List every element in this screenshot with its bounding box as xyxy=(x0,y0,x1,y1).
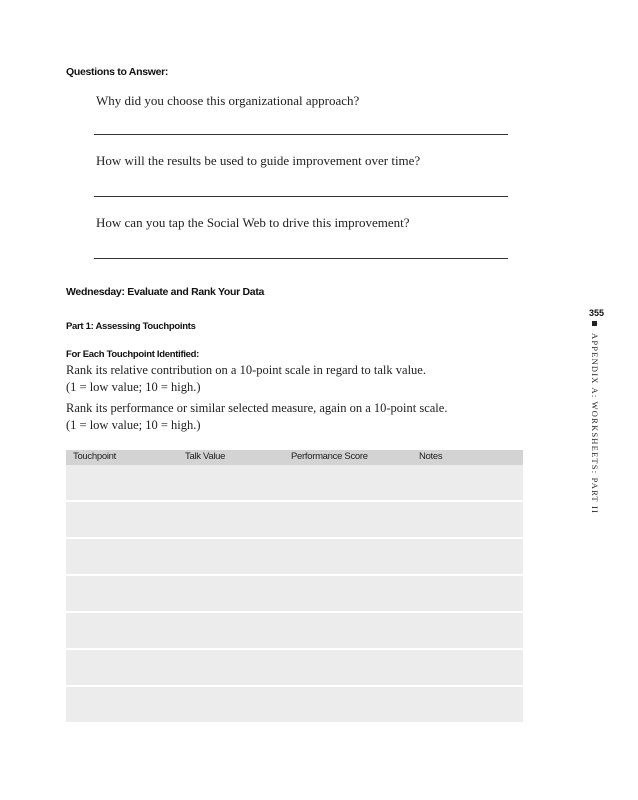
day-heading: Wednesday: Evaluate and Rank Your Data xyxy=(66,286,265,298)
each-touchpoint-heading: For Each Touchpoint Identified: xyxy=(66,349,200,360)
table-row[interactable] xyxy=(66,539,523,574)
column-header-performance-score: Performance Score xyxy=(291,451,368,462)
touchpoint-table xyxy=(66,450,523,722)
column-header-talk-value: Talk Value xyxy=(185,451,226,462)
question-1: Why did you choose this organizational approach? xyxy=(96,93,360,108)
table-row[interactable] xyxy=(66,687,523,722)
answer-line-3[interactable] xyxy=(94,258,508,259)
table-row[interactable] xyxy=(66,650,523,685)
question-2: How will the results be used to guide improvement over time? xyxy=(96,153,421,168)
question-3: How can you tap the Social Web to drive this improvement? xyxy=(96,215,410,230)
instruction-line-2: (1 = low value; 10 = high.) xyxy=(66,380,201,394)
part-heading: Part 1: Assessing Touchpoints xyxy=(66,321,196,332)
square-bullet-icon xyxy=(592,321,597,326)
running-head: APPENDIX A: WORKSHEETS: PART II xyxy=(590,333,600,515)
questions-heading: Questions to Answer: xyxy=(66,66,169,78)
table-header xyxy=(66,450,523,465)
table-row[interactable] xyxy=(66,465,523,500)
instruction-line-3: Rank its performance or similar selected measure, again on a 10-point scale. xyxy=(66,401,448,415)
answer-line-2[interactable] xyxy=(94,196,508,197)
column-header-notes: Notes xyxy=(419,451,443,462)
column-header-touchpoint: Touchpoint xyxy=(73,451,116,462)
instruction-line-1: Rank its relative contribution on a 10-point scale in regard to talk value. xyxy=(66,363,426,377)
page-number: 355 xyxy=(589,308,605,318)
instruction-line-4: (1 = low value; 10 = high.) xyxy=(66,418,201,432)
table-body xyxy=(66,465,523,722)
table-row[interactable] xyxy=(66,613,523,648)
table-row[interactable] xyxy=(66,576,523,611)
answer-line-1[interactable] xyxy=(94,134,508,135)
table-row[interactable] xyxy=(66,502,523,537)
